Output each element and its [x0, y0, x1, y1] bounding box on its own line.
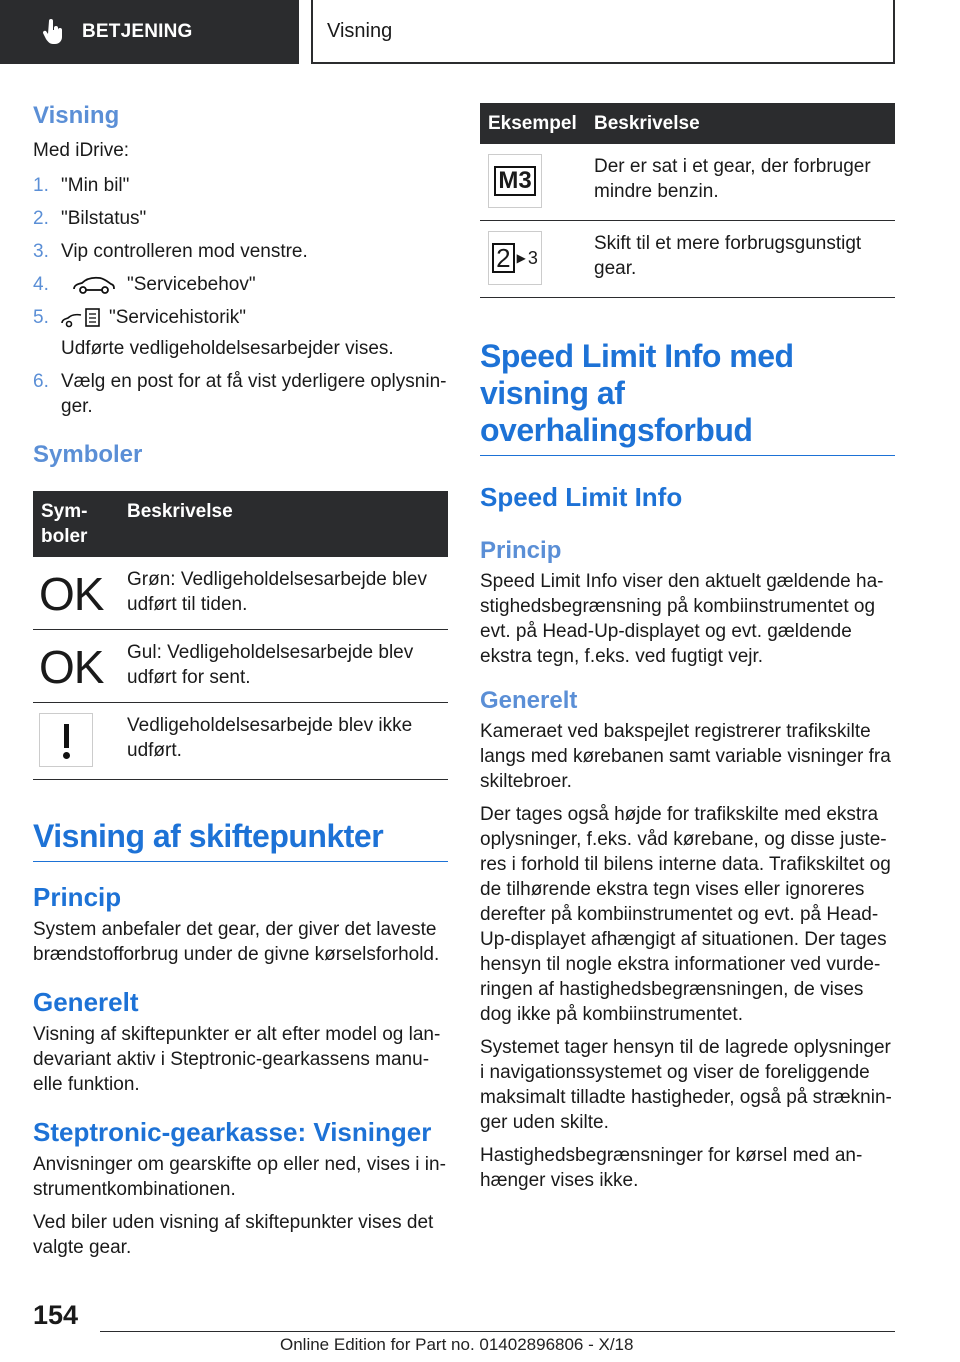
- generelt-paragraph: Der tages også højde for trafikskilte med ekstra oplysninger, f.eks. våd kørebane, og disse justeres i forhold til bilens interne data. Trafikskiltet og de tilhørende ekstra tegn vises eller ignoreres derefter på kombiinstrumentet og evt. på Head-Up-displayet afhængigt af situationen. Der tages hensyn til nogle ekstra informationer ved vurderingen af hastighedsbegrænsningen, de vises dog ikke på kombiinstrumentet.: [480, 804, 891, 1025]
- car-outline-icon: [71, 275, 117, 295]
- steps-list: [33, 173, 448, 419]
- steptronic-heading: Steptronic-gearkasse: Visninger: [33, 1117, 432, 1147]
- princip-text: System anbefaler det gear, der giver det laveste brændstofforbrug under de givne kørselsforhold.: [33, 919, 440, 965]
- right-column: [480, 103, 895, 1193]
- visning-intro: Med iDrive:: [33, 140, 130, 161]
- list-item: 5. "Servicehistorik" Udførte vedligeholdelsesarbejder vises.: [33, 305, 448, 361]
- table-row: [33, 703, 448, 780]
- step-subtext: Udførte vedligeholdelsesarbejder vises.: [61, 338, 394, 359]
- list-item: 2. "Bilstatus": [33, 208, 147, 229]
- sli-heading: Speed Limit Info: [480, 482, 683, 512]
- ok-green-icon: OK: [33, 557, 119, 630]
- generelt-heading: Generelt: [480, 687, 578, 714]
- table-header: Eksempel: [480, 103, 586, 144]
- generelt-text: Visning af skiftepunkter er alt efter model og landevariant aktiv i Steptronic-gearkassens manuelle funktion.: [33, 1024, 441, 1095]
- table-header: Beskrivelse: [586, 103, 895, 144]
- page-number: 154: [33, 1300, 79, 1330]
- speed-limit-heading: Speed Limit Info med visning af overhalingsforbud: [480, 338, 895, 456]
- table-cell: Grøn: Vedligeholdelsesarbejde blev udført til tiden.: [119, 557, 448, 630]
- table-row: [33, 630, 448, 703]
- footer-divider: [100, 1331, 895, 1332]
- page-topic-tab: [311, 0, 895, 64]
- section-tab: [0, 0, 299, 64]
- list-item: 3. Vip controlleren mod venstre.: [33, 241, 308, 262]
- list-item: 4. "Servicebehov": [33, 274, 256, 295]
- princip-text: Speed Limit Info viser den aktuelt gældende hastighedsbegrænsning på kombiinstrumentet og evt. på Head-Up-displayet og evt. gældende ekstra tegn, f.eks. ved fugtigt vejr.: [480, 571, 884, 667]
- generelt-paragraph: Hastighedsbegrænsninger for kørsel med anhænger vises ikke.: [480, 1145, 863, 1191]
- princip-heading: Princip: [480, 537, 562, 564]
- table-cell: Gul: Vedligeholdelsesarbejde blev udført for sent.: [119, 630, 448, 703]
- exclamation-icon: [39, 713, 93, 767]
- left-column: [33, 98, 448, 1260]
- princip-heading: Princip: [33, 882, 122, 912]
- car-history-icon: [61, 307, 103, 329]
- symboler-heading: Symboler: [33, 441, 143, 468]
- list-item: 1. "Min bil": [33, 175, 130, 196]
- hand-pointer-icon: [42, 19, 64, 45]
- visning-heading: Visning: [33, 102, 120, 129]
- skift-heading: Visning af skiftepunkter: [33, 818, 448, 862]
- symbols-table: [33, 491, 448, 780]
- edition-text: Online Edition for Part no. 01402896806 - X/18: [280, 1335, 634, 1354]
- generelt-paragraph: Systemet tager hensyn til de lagrede oplysninger i navigationssystemet og viser de foreliggende maksimalt tilladte hastigheder, også på strækninger uden skilte.: [480, 1037, 892, 1133]
- section-label: BETJENING: [82, 21, 193, 42]
- table-header: Symboler: [33, 491, 119, 557]
- table-cell: Der er sat i et gear, der forbruger mindre benzin.: [586, 144, 895, 221]
- table-row: [480, 144, 895, 221]
- steptronic-text-2: Ved biler uden visning af skiftepunkter vises det valgte gear.: [33, 1212, 434, 1258]
- generelt-paragraph: Kameraet ved bakspejlet registrerer trafikskilte langs med kørebanen samt variable visninger fra skiltebroer.: [480, 721, 891, 792]
- table-header: Beskrivelse: [119, 491, 448, 557]
- table-cell: Skift til et mere forbrugsgunstigt gear.: [586, 221, 895, 298]
- gear-upshift-icon: 2 ▶ 3: [488, 231, 542, 285]
- table-header-row: [480, 103, 895, 144]
- example-table: [480, 103, 895, 298]
- list-item: 6. Vælg en post for at få vist yderligere oplysninger.: [33, 371, 447, 417]
- steptronic-text-1: Anvisninger om gearskifte op eller ned, vises i instrumentkombinationen.: [33, 1154, 446, 1200]
- table-header-row: [33, 491, 448, 557]
- ok-yellow-icon: OK: [33, 630, 119, 703]
- generelt-heading: Generelt: [33, 987, 139, 1017]
- gear-m3-icon: M3: [488, 154, 542, 208]
- table-row: [33, 557, 448, 630]
- table-row: [480, 221, 895, 298]
- table-cell: Vedligeholdelsesarbejde blev ikke udført.: [119, 703, 448, 780]
- page-topic: Visning: [327, 19, 393, 42]
